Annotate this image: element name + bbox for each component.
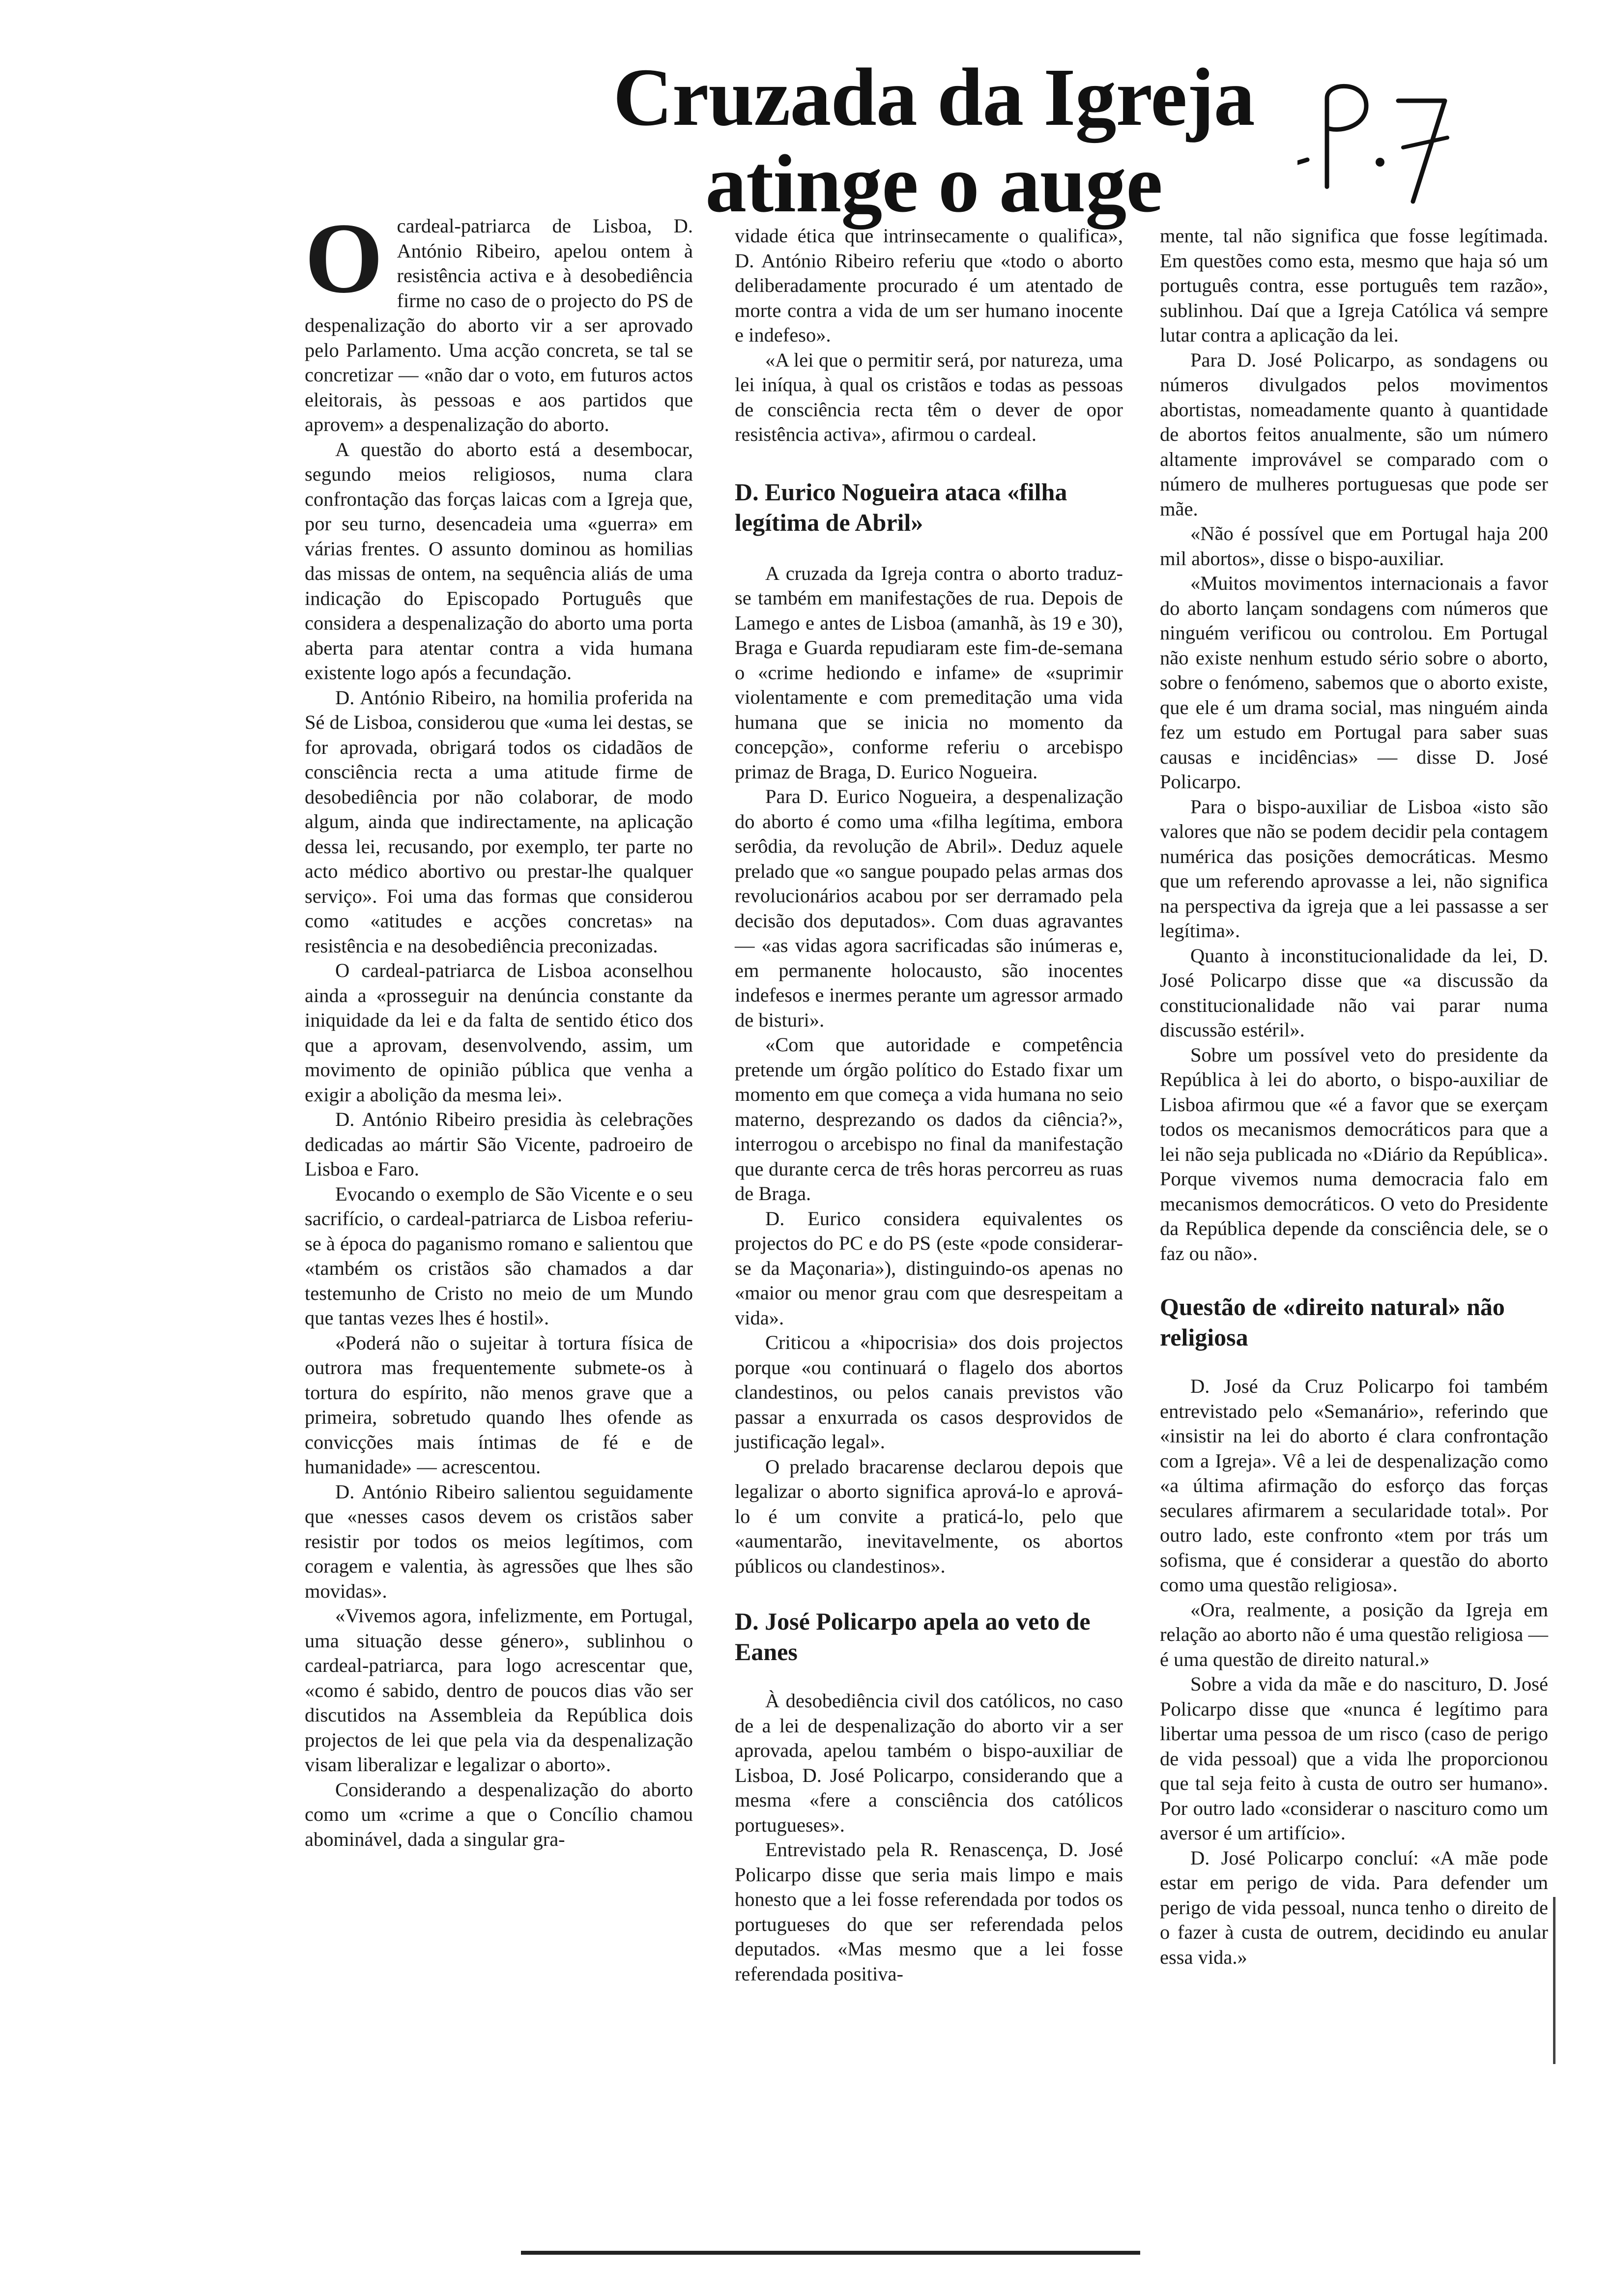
paragraph: «Muitos movimentos internacionais a favor do aborto lançam sondagens com números que ninguém verificou ou controlou. Em Portugal não existe nenhum estudo sério sobre o aborto, sobre o fenómeno, sabemos que o aborto existe, que ele é um drama social, mas ninguém ainda fez um estudo em Portugal para saber suas causas e incidências» — disse D. José Policarpo.	[1160, 572, 1548, 793]
column-3	[1160, 224, 1548, 1970]
drop-cap: O	[305, 202, 383, 314]
paragraph: O cardeal-patriarca de Lisboa aconselhou ainda a «prosseguir na denúncia constante da iniquidade da lei e da falta de sentido ético dos que a aprovam, desenvolvendo, assim, um movimento de opinião pública que venha a exigir a abolição da mesma lei».	[305, 959, 693, 1106]
paragraph: À desobediência civil dos católicos, no caso de a lei de despenalização do aborto vir a ser aprovada, apelou também o bispo-auxiliar de Lisboa, D. José Policarpo, considerando que a mesma «fere a consciência dos católicos portugueses».	[735, 1690, 1123, 1836]
paragraph: D. António Ribeiro presidia às celebrações dedicadas ao mártir São Vicente, padroeiro de Lisboa e Faro.	[305, 1108, 693, 1180]
headline-line-2: atinge o auge	[705, 138, 1162, 230]
paragraph: Quanto à inconstitucionalidade da lei, D. José Policarpo disse que «a discussão da constitucionalidade não vai parar numa discussão estéril».	[1160, 944, 1548, 1041]
bottom-rule	[521, 2251, 1140, 2255]
paragraph: D. José da Cruz Policarpo foi também entrevistado pelo «Semanário», referindo que «insistir na lei do aborto é clara confrontação com a Igreja». Vê a lei de despenalização como «a última afirmação do esforço das forças seculares afirmarem a secularidade total». Por outro lado, este confronto «tem por trás um sofisma, que é considerar a questão do aborto como uma questão religiosa».	[1160, 1375, 1548, 1596]
lead-paragraph	[305, 202, 693, 437]
section-heading-direito-natural: Questão de «direito natural» não religiosa	[1160, 1293, 1505, 1351]
paragraph: Sobre a vida da mãe e do nascituro, D. José Policarpo disse que «nunca é legítimo para libertar uma pessoa de um risco (caso de perigo de vida pessoal) que a vida lhe proporcionou que tal seja feito à custa de outro ser humano». Por outro lado «considerar o nascituro como um aversor é um artifício».	[1160, 1673, 1548, 1844]
paragraph: Evocando o exemplo de São Vicente e o seu sacrifício, o cardeal-patriarca de Lisboa referiu-se à época do paganismo romano e salientou que «também os cristãos são chamados a dar testemunho de Cristo no meio de um Mundo que tantas vezes lhes é hostil».	[305, 1182, 693, 1329]
section-heading-policarpo: D. José Policarpo apela ao veto de Eanes	[735, 1607, 1091, 1665]
paragraph: «Não é possível que em Portugal haja 200 mil abortos», disse o bispo-auxiliar.	[1160, 522, 1548, 570]
paragraph: Criticou a «hipocrisia» dos dois projectos porque «ou continuará o flagelo dos abortos clandestinos, ou pelos canais previstos vão passar a enxurrada os casos desprovidos de justificação legal».	[735, 1331, 1123, 1453]
paragraph: Para o bispo-auxiliar de Lisboa «isto são valores que não se podem decidir pela contagem numérica das posições democráticas. Mesmo que um referendo aprovasse a lei, não significa na perspectiva da igreja que a lei passasse a ser legítima».	[1160, 795, 1548, 942]
paragraph: D. António Ribeiro salientou seguidamente que «nesses casos devem os cristãos saber resistir por todos os meios legítimos, com coragem e valentia, às agressões que lhes são movidas».	[305, 1480, 693, 1602]
paragraph: «Poderá não o sujeitar à tortura física de outrora mas frequentemente submete-os à tortura do espírito, não menos grave que a primeira, sobretudo quando lhes ofende as convicções mais íntimas de fé e de humanidade» — acrescentou.	[305, 1331, 693, 1478]
headline	[565, 52, 1302, 230]
paragraph: A cruzada da Igreja contra o aborto traduz-se também em manifestações de rua. Depois de Lamego e antes de Lisboa (amanhã, às 19 e 30), Braga e Guarda repudiaram este fim-de-semana o «crime hediondo e infame» de «suprimir violentamente e com premeditação uma vida humana que se inicia no momento da concepção», conforme referiu o arcebispo primaz de Braga, D. Eurico Nogueira.	[735, 562, 1123, 783]
paragraph: mente, tal não significa que fosse legítimada. Em questões como esta, mesmo que haja só um português contra, esse português tem razão», sublinhou. Daí que a Igreja Católica vá sempre lutar contra a aplicação da lei.	[1160, 225, 1548, 346]
column-1	[305, 202, 693, 1852]
paragraph: vidade ética que intrinsecamente o qualifica», D. António Ribeiro referiu que «todo o aborto deliberadamente procurado é um atentado de morte contra a vida de um ser humano inocente e indefeso».	[735, 225, 1123, 346]
handwritten-annotation	[1297, 54, 1455, 251]
paragraph: Entrevistado pela R. Renascença, D. José Policarpo disse que seria mais limpo e mais honesto que a lei fosse referendada por todos os portugueses do que ser referendada pelos deputados. «Mas mesmo que a lei fosse referendada positiva-	[735, 1838, 1123, 1985]
paragraph: D. José Policarpo concluí: «A mãe pode estar em perigo de vida. Para defender um perigo de vida pessoal, nunca tenho o direito de o fazer à custa de outrem, decidindo eu anular essa vida.»	[1160, 1846, 1548, 1968]
paragraph: «Ora, realmente, a posição da Igreja em relação ao aborto não é uma questão religiosa — é uma questão de direito natural.»	[1160, 1598, 1548, 1670]
headline-line-1: Cruzada da Igreja	[613, 52, 1255, 143]
paragraph: O prelado bracarense declarou depois que legalizar o aborto significa aprová-lo e aprová-lo é um convite a praticá-lo, pelo que «aumentarão, inevitavelmente, os abortos públicos ou clandestinos».	[735, 1455, 1123, 1577]
paragraph: Considerando a despenalização do aborto como um «crime a que o Concílio chamou abominável, dada a singular gra-	[305, 1778, 693, 1850]
paragraph: Para D. Eurico Nogueira, a despenalização do aborto é como uma «filha legítima, embora serôdia, da revolução de Abril». Deduz aquele prelado que «o sangue poupado pelas armas dos revolucionários acabou por ser derramado pela decisão dos deputados». Com duas agravantes — «as vidas agora sacrificadas são inúmeras e, em permanente holocausto, são inocentes indefesos e inermes perante um agressor armado de bisturi».	[735, 785, 1123, 1031]
paragraph: «A lei que o permitir será, por natureza, uma lei iníqua, à qual os cristãos e todas as pessoas de consciência recta têm o dever de opor resistência activa», afirmou o cardeal.	[735, 348, 1123, 445]
section-heading-eurico: D. Eurico Nogueira ataca «filha legítima de Abril»	[735, 478, 1067, 536]
margin-mark	[1553, 1897, 1555, 2064]
paragraph: D. Eurico considera equivalentes os projectos do PC e do PS (este «pode considerar-se da Maçonaria»), distinguindo-os apenas no «maior ou menor grau com que desrespeitam a vida».	[735, 1207, 1123, 1329]
paragraph: Para D. José Policarpo, as sondagens ou números divulgados pelos movimentos abortistas, nomeadamente quanto à quantidade de abortos feitos anualmente, são um número altamente improvável se comparado com o número de mulheres portuguesas que pode ser mãe.	[1160, 348, 1548, 520]
lead-text: cardeal-patriarca de Lisboa, D. António Ribeiro, apelou ontem à resistência activa e à desobediência firme no caso de o projecto do PS de despenalização do aborto vir a ser aprovado pelo Parlamento. Uma acção concreta, se tal se concretizar — «não dar o voto, em futuros actos eleitorais, às pessoas e aos partidos que aprovem» a despenalização do aborto.	[305, 215, 693, 435]
paragraph: D. António Ribeiro, na homilia proferida na Sé de Lisboa, considerou que «uma lei destas, se for aprovada, obrigará todos os cidadãos de consciência recta a uma atitude firme de desobediência por não colaborar, de modo algum, ainda que indirectamente, na aplicação dessa lei, recusando, por exemplo, ter parte no acto médico abortivo ou prestar-lhe qualquer serviço». Foi uma das formas que considerou como «atitudes e acções concretas» na resistência e na desobediência preconizadas.	[305, 686, 693, 957]
paragraph: A questão do aborto está a desembocar, segundo meios religiosos, numa clara confrontação das forças laicas com a Igreja que, por seu turno, desencadeia uma «guerra» em várias frentes. O assunto dominou as homilias das missas de ontem, na sequência aliás de uma indicação do Episcopado Português que considera a despenalização do aborto uma porta aberta para atentar contra a vida humana existente logo após a fecundação.	[305, 438, 693, 684]
paragraph: «Com que autoridade e competência pretende um órgão político do Estado fixar um momento em que começa a vida humana no seio materno, desprezando os dados da ciência?», interrogou o arcebispo no final da manifestação que durante cerca de três horas percorreu as ruas de Braga.	[735, 1033, 1123, 1205]
paragraph: Sobre um possível veto do presidente da República à lei do aborto, o bispo-auxiliar de Lisboa afirmou que «é a favor que se exerçam todos os mecanismos democráticos para que a lei não seja publicada no «Diário da República». Porque vivemos numa democracia falo em mecanismos democráticos. O veto do Presidente da República depende da consciência dele, se o faz ou não».	[1160, 1043, 1548, 1264]
column-2	[735, 224, 1123, 1986]
paragraph: «Vivemos agora, infelizmente, em Portugal, uma situação desse género», sublinhou o cardeal-patriarca, para logo acrescentar que, «como é sabido, dentro de poucos dias vão ser discutidos na Assembleia da República dois projectos de lei que pela via da despenalização visam liberalizar e legalizar o aborto».	[305, 1605, 693, 1776]
